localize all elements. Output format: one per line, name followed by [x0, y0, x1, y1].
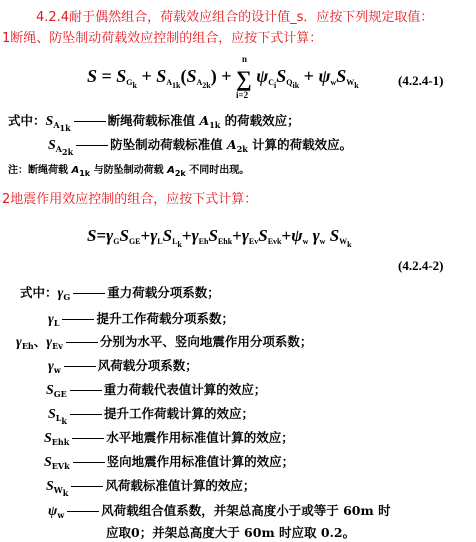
subsection-heading-2: 2地震作用效应控制的组合，应按下式计算：	[2, 192, 258, 207]
definition-row: $S_{L_k}$ 提升工作荷载计算的效应；	[48, 406, 254, 426]
equation-4-2-4-1: $S = S_{G_k} + S_{A_{1k}}(S_{A_{2k}})$ + ∑ n i=2 $\psi_{C_i}S_{Q_{ik}} + \psi_wS_{W_k}$	[87, 54, 359, 100]
definition-row: 式中：$S_{A_{1k}}$ 断绳荷载标准值 $A_{1k}$ 的荷载效应；	[8, 113, 300, 133]
equation-number-1: (4.2.4-1)	[398, 73, 444, 88]
equation-number-2: (4.2.4-2)	[398, 258, 444, 273]
definition-row: $\psi_w$ 风荷载组合值系数，并架总高度小于或等于 60m 时	[48, 503, 391, 520]
definition-row: $\gamma_{Eh}$、$\gamma_{Ev}$ 分别为水平、竖向地震作用分项系数；	[16, 334, 313, 351]
section-heading: 4.2.4耐于偶然组合，荷载效应组合的设计值_s．应按下列规定取值：	[36, 10, 434, 25]
subsection-heading-1: 1断绳、防坠制动荷载效应控制的组合，应按下式计算：	[2, 31, 323, 46]
definition-row: 式中：$\gamma_G$ 重力荷载分项系数；	[20, 285, 220, 302]
note: 注：断绳荷载 $A_{1k}$ 与防坠制动荷载 $A_{2k}$ 不同时出现。	[8, 165, 250, 178]
definition-continuation: 应取0；并架总高度大于 60m 时应取 0.2。	[106, 525, 356, 540]
equation-4-2-4-2: $S=\gamma_GS_{GE}+\gamma_LS_{L_k}+\gamma_{Eh}S_{Ehk}+\gamma_{Ev}S_{Evk}+\psi_w$ $\gamma_w$ $S_{W_k}$	[87, 226, 352, 249]
where-label: 式中：	[20, 285, 58, 300]
definition-row: $\gamma_L$ 提升工作荷载分项系数；	[48, 311, 234, 328]
definition-row: $S_{EVk}$ 竖向地震作用标准值计算的效应；	[44, 454, 295, 471]
definition-row: $S_{Ehk}$ 水平地震作用标准值计算的效应；	[44, 430, 294, 447]
definition-row: $S_{GE}$ 重力荷载代表值计算的效应；	[46, 382, 267, 399]
definition-row: $S_{W_k}$ 风荷载标准值计算的效应；	[46, 478, 256, 498]
definition-row: $\gamma_w$ 风荷载分项系数；	[48, 358, 198, 375]
where-label: 式中：	[8, 113, 46, 128]
definition-row: $S_{A_{2k}}$ 防坠制动荷载标准值 $A_{2k}$ 计算的荷载效应。	[48, 137, 353, 157]
